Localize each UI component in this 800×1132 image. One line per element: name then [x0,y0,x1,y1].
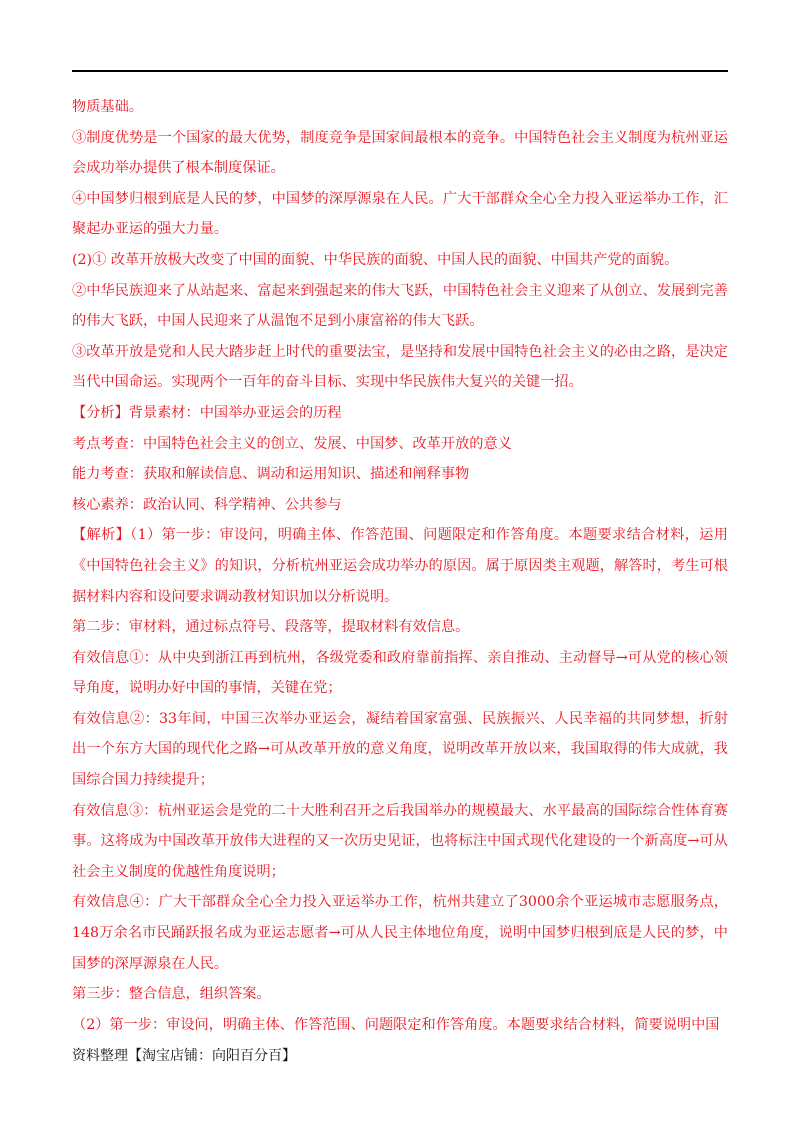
info-one: 有效信息①：从中央到浙江再到杭州，各级党委和政府靠前指挥、亲自推动、主动督导→可从党的核心领导角度，说明办好中国的事情，关键在党； [72,649,728,697]
explanation-paragraph: 【解析】（1）第一步：审设问，明确主体、作答范围、问题限定和作答角度。本题要求结合材料，运用《中国特色社会主义》的知识，分析杭州亚运会成功举办的原因。属于原因类主观题，解答时，考生可根据材料内容和设问要求调动教材知识加以分析说明。 [72,527,728,605]
part-two-step-one: （2）第一步：审设问，明确主体、作答范围、问题限定和作答角度。本题要求结合材料，简要说明中国 [72,1016,720,1033]
paragraph: ③改革开放是党和人民大踏步赶上时代的重要法宝，是坚持和发展中国特色社会主义的必由之路，是决定当代中国命运。实现两个一百年的奋斗目标、实现中华民族伟大复兴的关键一招。 [72,343,728,391]
paragraph: ③制度优势是一个国家的最大优势，制度竞争是国家间最根本的竞争。中国特色社会主义制度为杭州亚运会成功举办提供了根本制度保证。 [72,129,728,177]
paragraph: 物质基础。 [72,99,143,115]
ability-point: 能力考查：获取和解读信息、调动和运用知识、描述和阐释事物 [72,466,470,483]
page-footer: 资料整理【淘宝店铺：向阳百分百】 [72,1048,296,1064]
exam-point: 考点考查：中国特色社会主义的创立、发展、中国梦、改革开放的意义 [72,435,512,452]
document-body [72,92,728,1040]
analysis-heading: 【分析】背景素材：中国举办亚运会的历程 [72,404,342,421]
paragraph: (2)① 改革开放极大改变了中国的面貌、中华民族的面貌、中国人民的面貌、中国共产党的面貌。 [72,251,679,268]
paragraph: ④中国梦归根到底是人民的梦，中国梦的深厚源泉在人民。广大干部群众全心全力投入亚运举办工作，汇聚起办亚运的强大力量。 [72,190,728,238]
info-three: 有效信息③：杭州亚运会是党的二十大胜利召开之后我国举办的规模最大、水平最高的国际综合性体育赛事。这将成为中国改革开放伟大进程的又一次历史见证，也将标注中国式现代化建设的一个新高度→可从社会主义制度的优越性角度说明； [72,802,728,880]
core-literacy: 核心素养：政治认同、科学精神、公共参与 [72,496,342,513]
info-four: 有效信息④：广大干部群众全心全力投入亚运举办工作，杭州共建立了3000余个亚运城市志愿服务点，148万余名市民踊跃报名成为亚运志愿者→可从人民主体地位角度，说明中国梦归根到底是人民的梦，中国梦的深厚源泉在人民。 [72,894,728,972]
info-two: 有效信息②：33年间，中国三次举办亚运会，凝结着国家富强、民族振兴、人民幸福的共同梦想，折射出一个东方大国的现代化之路→可从改革开放的意义角度，说明改革开放以来，我国取得的伟大成就，我国综合国力持续提升； [72,710,728,789]
step-two: 第二步：审材料，通过标点符号、段落等，提取材料有效信息。 [72,619,470,636]
paragraph: ②中华民族迎来了从站起来、富起来到强起来的伟大飞跃，中国特色社会主义迎来了从创立、发展到完善的伟大飞跃，中国人民迎来了从温饱不足到小康富裕的伟大飞跃。 [72,282,728,330]
header-rule [72,70,728,72]
step-three: 第三步：整合信息，组织答案。 [72,986,271,1003]
